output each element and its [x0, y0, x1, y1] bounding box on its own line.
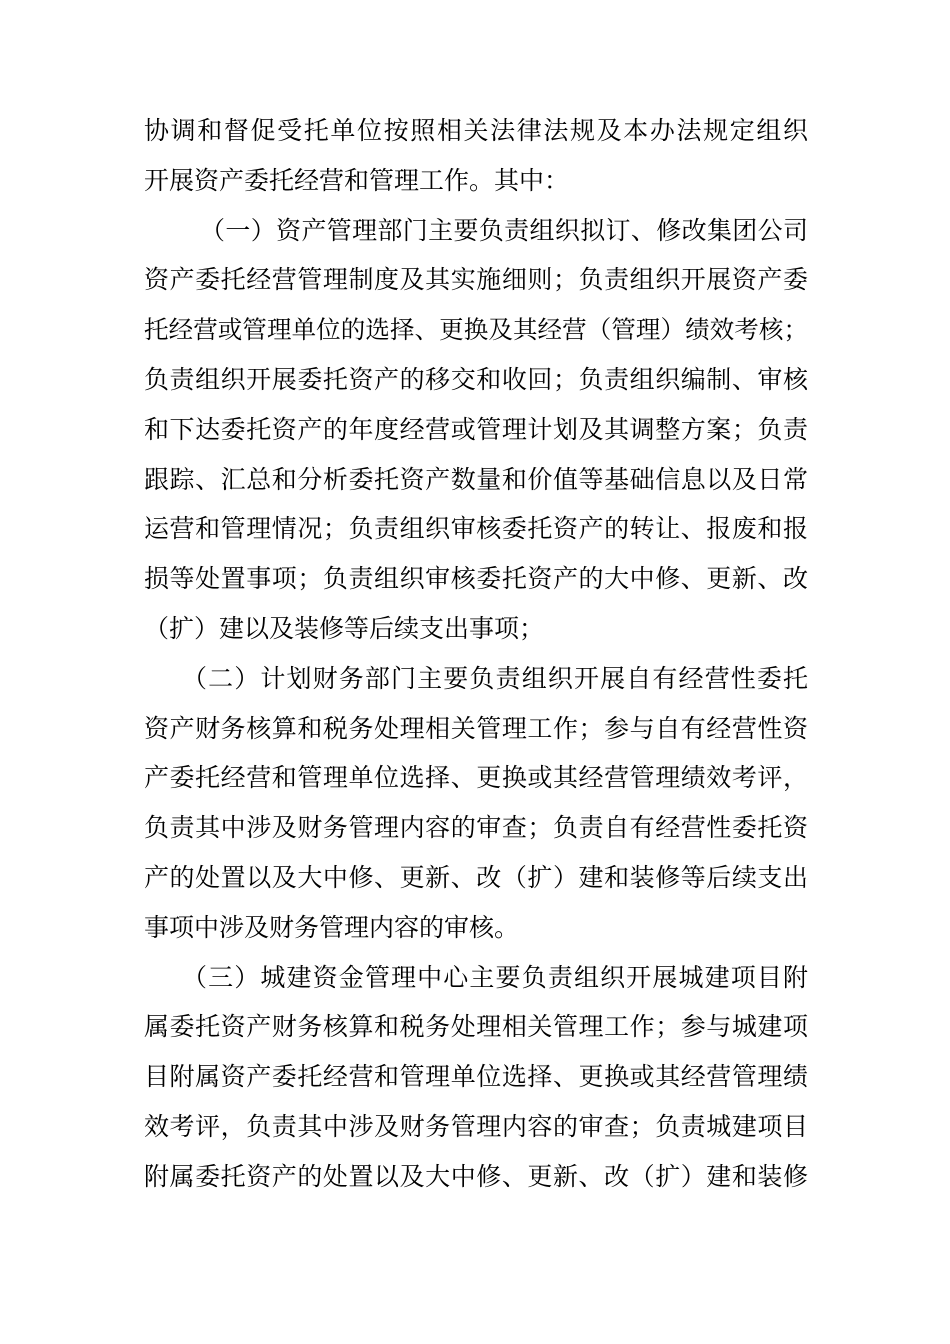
text-line: 效考评，负责其中涉及财务管理内容的审查；负责城建项目	[144, 1111, 808, 1141]
text-line: 属委托资产财务核算和税务处理相关管理工作；参与城建项	[144, 1012, 808, 1042]
text-line: （二）计划财务部门主要负责组织开展自有经营性委托	[182, 663, 808, 693]
text-line: 运营和管理情况；负责组织审核委托资产的转让、报废和报	[144, 514, 808, 544]
text-line: 协调和督促受托单位按照相关法律法规及本办法规定组织	[144, 116, 808, 145]
text-line: 目附属资产委托经营和管理单位选择、更换或其经营管理绩	[144, 1062, 808, 1092]
text-line: 产委托经营和管理单位选择、更换或其经营管理绩效考评，	[144, 763, 808, 793]
document-body	[144, 106, 808, 1202]
text-line: （三）城建资金管理中心主要负责组织开展城建项目附	[182, 962, 808, 992]
text-line: 事项中涉及财务管理内容的审核。	[144, 912, 520, 942]
text-line: 负责组织开展委托资产的移交和收回；负责组织编制、审核	[144, 364, 808, 394]
text-line: 和下达委托资产的年度经营或管理计划及其调整方案；负责	[144, 414, 808, 444]
text-line: 跟踪、汇总和分析委托资产数量和价值等基础信息以及日常	[144, 464, 808, 494]
text-line: 附属委托资产的处置以及大中修、更新、改（扩）建和装修	[144, 1161, 808, 1191]
text-line: 托经营或管理单位的选择、更换及其经营（管理）绩效考核；	[144, 315, 808, 345]
text-line: 开展资产委托经营和管理工作。其中：	[144, 165, 570, 195]
text-line: 产的处置以及大中修、更新、改（扩）建和装修等后续支出	[144, 862, 808, 892]
text-line: （一）资产管理部门主要负责组织拟订、修改集团公司	[200, 215, 808, 245]
text-line: 损等处置事项；负责组织审核委托资产的大中修、更新、改	[144, 564, 808, 594]
text-line: 负责其中涉及财务管理内容的审查；负责自有经营性委托资	[144, 813, 808, 843]
text-line: 资产委托经营管理制度及其实施细则；负责组织开展资产委	[144, 265, 808, 295]
text-line: （扩）建以及装修等后续支出事项；	[144, 613, 545, 643]
text-line: 资产财务核算和税务处理相关管理工作；参与自有经营性资	[144, 713, 808, 743]
